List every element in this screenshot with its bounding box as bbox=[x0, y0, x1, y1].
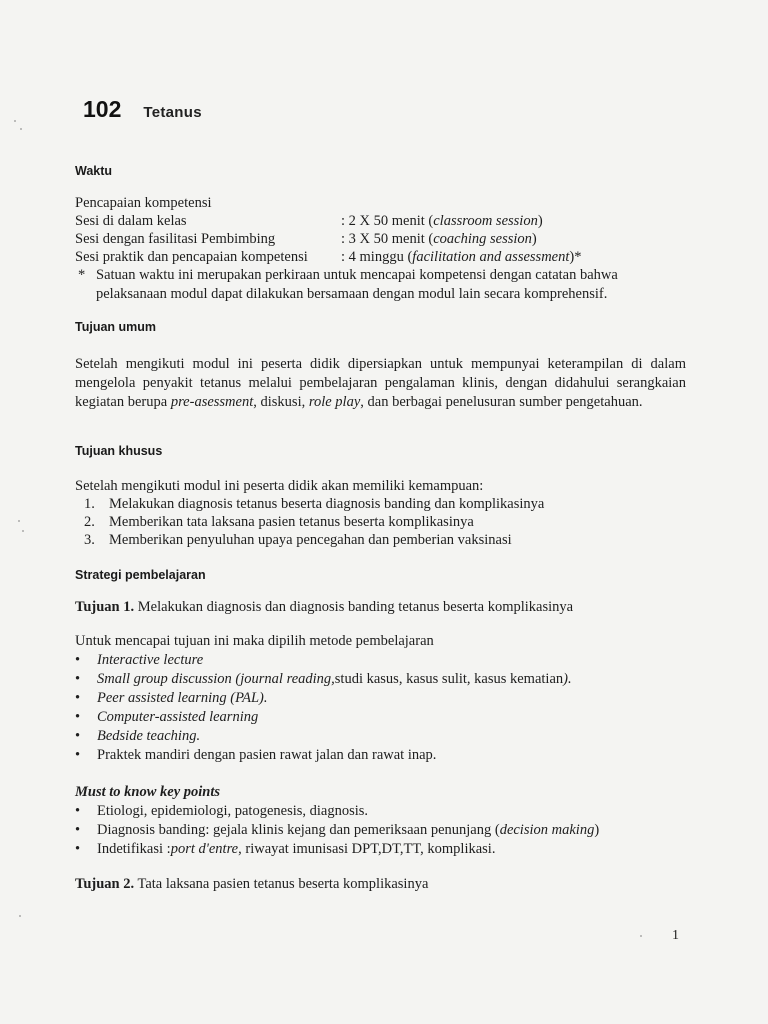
list-item: • Indetifikasi : port d'entre , riwayat imunisasi DPT,DT,TT, komplikasi. bbox=[75, 841, 496, 857]
scan-speck bbox=[14, 120, 16, 122]
scan-speck bbox=[640, 935, 642, 937]
metode-intro: Untuk mencapai tujuan ini maka dipilih metode pembelajaran bbox=[75, 633, 434, 649]
heading-tujuan-khusus: Tujuan khusus bbox=[75, 444, 163, 458]
note-asterisk: * bbox=[78, 267, 86, 283]
tujuan-2-line: Tujuan 2. Tata laksana pasien tetanus beserta komplikasinya bbox=[75, 876, 429, 892]
waktu-row-value: : 2 X 50 menit (classroom session) bbox=[341, 213, 543, 229]
scan-speck bbox=[19, 915, 21, 917]
heading-strategi: Strategi pembelajaran bbox=[75, 568, 206, 582]
scan-speck bbox=[18, 520, 20, 522]
list-item: • Interactive lecture bbox=[75, 652, 204, 668]
waktu-intro: Pencapaian kompetensi bbox=[75, 195, 212, 211]
note-line: Satuan waktu ini merupakan perkiraan untuk mencapai kompetensi dengan catatan bahwa bbox=[96, 267, 618, 283]
list-item: • Peer assisted learning (PAL). bbox=[75, 690, 268, 706]
list-item: • Praktek mandiri dengan pasien rawat jalan dan rawat inap. bbox=[75, 747, 437, 763]
key-points-list bbox=[75, 803, 599, 860]
list-item: 2. Memberikan tata laksana pasien tetanus beserta komplikasinya bbox=[84, 514, 474, 530]
tujuan-khusus-list bbox=[84, 496, 544, 550]
metode-list bbox=[75, 652, 572, 766]
page-number: 1 bbox=[672, 928, 679, 943]
waktu-row-value: : 3 X 50 menit (coaching session) bbox=[341, 231, 537, 247]
tujuan-khusus-intro: Setelah mengikuti modul ini peserta didik akan memiliki kemampuan: bbox=[75, 478, 484, 494]
heading-tujuan-umum: Tujuan umum bbox=[75, 320, 157, 334]
list-item: • Computer-assisted learning bbox=[75, 709, 259, 725]
tujuan-1-line: Tujuan 1. Melakukan diagnosis dan diagnosis banding tetanus beserta komplikasinya bbox=[75, 599, 574, 615]
tujuan-umum-paragraph: Setelah mengikuti modul ini peserta didik dipersiapkan untuk mempunyai keterampilan di dalam mengelola penyakit tetanus melalui pembelajaran pengalaman klinis, dengan didahului serangkaian kegiatan berupa pre-asessment, diskusi, role play, dan berbagai penelusuran sumber pengetahuan. bbox=[75, 356, 686, 410]
scan-speck bbox=[22, 530, 24, 532]
list-item: 1. Melakukan diagnosis tetanus beserta diagnosis banding dan komplikasinya bbox=[84, 496, 545, 512]
scan-speck bbox=[20, 128, 22, 130]
list-item: • Diagnosis banding: gejala klinis kejang dan pemeriksaan penunjang ( decision making ) bbox=[75, 822, 600, 838]
list-item: • Bedside teaching. bbox=[75, 728, 201, 744]
waktu-row-label: Sesi dengan fasilitasi Pembimbing bbox=[75, 231, 276, 247]
must-know-heading: Must to know key points bbox=[75, 784, 221, 800]
chapter-header bbox=[83, 96, 202, 123]
waktu-row-label: Sesi di dalam kelas bbox=[75, 213, 187, 229]
chapter-title: Tetanus bbox=[143, 104, 202, 121]
heading-waktu: Waktu bbox=[75, 164, 113, 178]
list-item: 3. Memberikan penyuluhan upaya pencegahan dan pemberian vaksinasi bbox=[84, 532, 512, 548]
note-line: pelaksanaan modul dapat dilakukan bersamaan dengan modul lain secara komprehensif. bbox=[96, 286, 608, 302]
waktu-row-label: Sesi praktik dan pencapaian kompetensi bbox=[75, 249, 308, 265]
chapter-number: 102 bbox=[83, 96, 122, 122]
list-item: • Small group discussion (journal reading, studi kasus, kasus sulit, kasus kematian ). bbox=[75, 671, 572, 687]
list-item: • Etiologi, epidemiologi, patogenesis, diagnosis. bbox=[75, 803, 369, 819]
waktu-row-value: : 4 minggu (facilitation and assessment)* bbox=[341, 249, 582, 265]
